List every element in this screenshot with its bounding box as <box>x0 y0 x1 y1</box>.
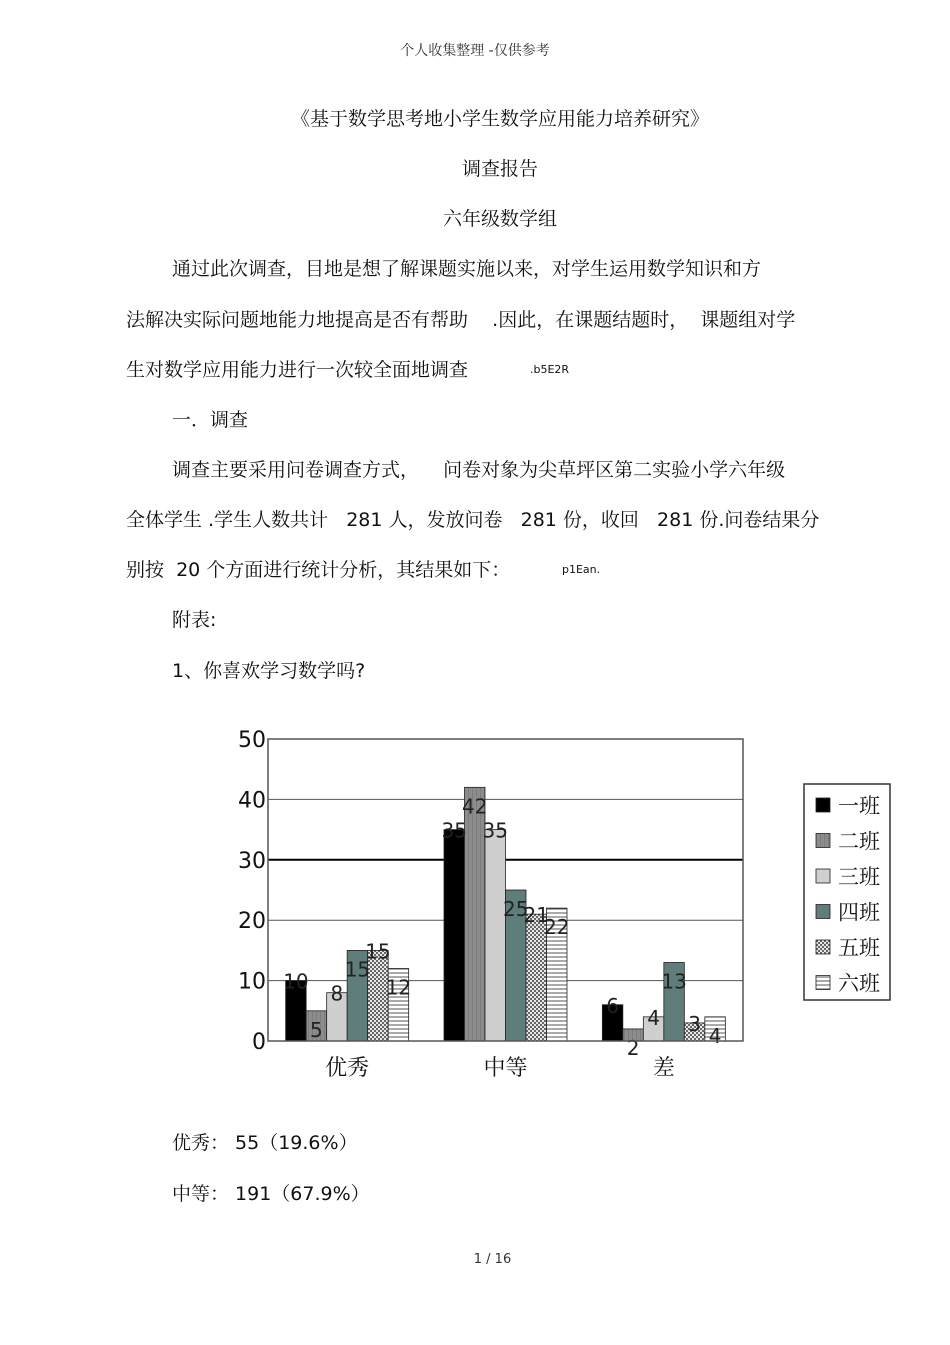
y-tick-label: 30 <box>238 848 266 874</box>
survey-mark: p1Ean. <box>562 563 601 576</box>
appendix-label: 附表: <box>172 609 217 631</box>
legend-label: 六班 <box>838 971 880 996</box>
data-label: 6 <box>606 993 619 1018</box>
survey-line-2: 全体学生 .学生人数共计 281 人，发放问卷 281 份，收回 281 份.问卷结果分 <box>126 509 820 531</box>
intro-line-2: 法解决实际问题地能力地提高是否有帮助 .因此，在课题结题时， 课题组对学 <box>126 309 796 331</box>
legend-swatch <box>816 976 830 990</box>
data-label: 21 <box>523 903 549 928</box>
bar-一班 <box>444 830 465 1041</box>
document-subtitle: 调查报告 <box>461 158 538 180</box>
data-label: 15 <box>344 957 371 982</box>
data-label: 5 <box>310 1017 323 1042</box>
y-tick-label: 10 <box>238 969 266 995</box>
page-header: 个人收集整理 -仅供参考 <box>400 43 550 59</box>
result-medium: 中等： 191（67.9%） <box>172 1183 370 1205</box>
data-label: 8 <box>330 981 344 1006</box>
survey-line-3: 别按 20 个方面进行统计分析，其结果如下： <box>126 559 511 581</box>
result-excellent: 优秀： 55（19.6%） <box>172 1132 358 1154</box>
bar-chart <box>220 720 910 1100</box>
intro-mark: .b5E2R <box>530 363 570 376</box>
y-tick-label: 50 <box>238 728 266 753</box>
data-label: 3 <box>688 1011 701 1036</box>
data-label: 35 <box>482 818 508 843</box>
legend-swatch <box>816 834 830 848</box>
data-label: 42 <box>462 794 488 819</box>
x-tick-label: 中等 <box>483 1056 528 1081</box>
legend-label: 二班 <box>838 829 880 854</box>
x-tick-label: 差 <box>652 1056 675 1081</box>
data-label: 4 <box>647 1005 660 1030</box>
y-tick-label: 0 <box>252 1030 266 1055</box>
y-tick-label: 20 <box>238 909 266 935</box>
data-label: 25 <box>503 897 529 921</box>
legend-label: 三班 <box>838 865 880 889</box>
legend-swatch <box>816 940 830 954</box>
intro-line-3: 生对数学应用能力进行一次较全面地调查 <box>126 359 469 381</box>
data-label: 35 <box>441 818 467 843</box>
data-label: 10 <box>283 969 309 994</box>
data-label: 22 <box>544 915 570 940</box>
data-label: 2 <box>626 1035 640 1060</box>
intro-line-1: 通过此次调查，目地是想了解课题实施以来，对学生运用数学知识和方 <box>172 258 762 280</box>
data-label: 13 <box>661 969 687 994</box>
legend-label: 一班 <box>838 794 880 818</box>
legend-swatch <box>816 905 830 919</box>
document-title: 《基于数学思考地小学生数学应用能力培养研究》 <box>290 108 709 130</box>
author-group: 六年级数学组 <box>442 208 557 230</box>
section-heading: 一．调查 <box>172 409 249 431</box>
bar-三班 <box>485 830 506 1041</box>
data-label: 15 <box>365 939 391 964</box>
legend-swatch <box>816 798 830 812</box>
legend-label: 五班 <box>838 936 880 960</box>
x-tick-label: 优秀 <box>325 1056 370 1081</box>
question-1: 1、你喜欢学习数学吗? <box>172 660 366 682</box>
page-number: 1 / 16 <box>473 1252 512 1267</box>
y-tick-label: 40 <box>238 788 266 814</box>
legend-label: 四班 <box>838 900 880 925</box>
survey-line-1: 调查主要采用问卷调查方式， 问卷对象为尖草坪区第二实验小学六年级 <box>172 459 786 481</box>
data-label: 4 <box>708 1023 722 1048</box>
data-label: 12 <box>385 975 412 1000</box>
legend-swatch <box>816 869 830 883</box>
